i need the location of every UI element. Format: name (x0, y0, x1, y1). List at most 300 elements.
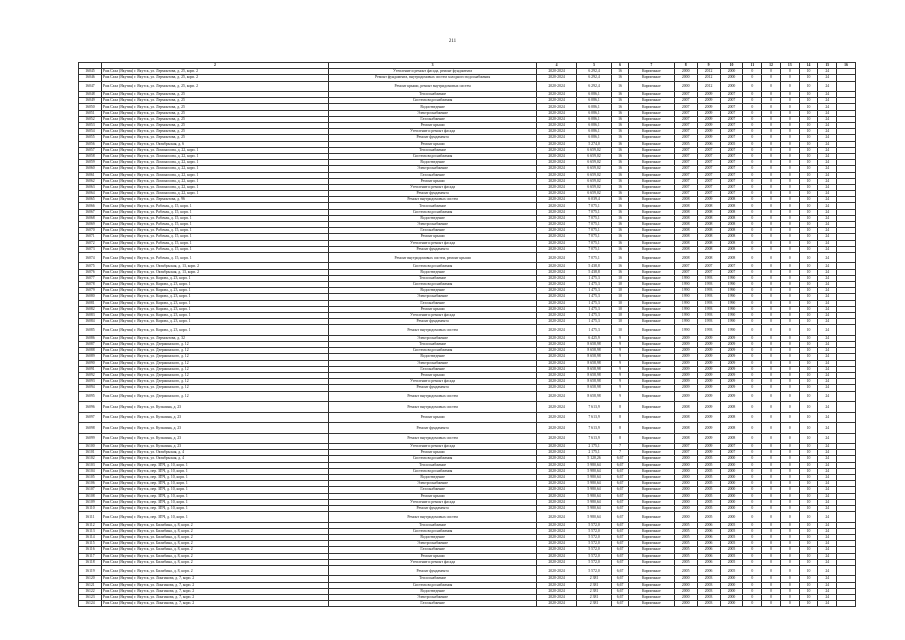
col-13-cell: 0 (780, 153, 799, 159)
col-12-cell: 0 (762, 294, 781, 300)
col-14-cell: 10 (799, 576, 818, 582)
col-6-cell: 6,67 (612, 462, 629, 468)
period-cell: 2020-2024 (537, 522, 577, 528)
col-13-cell: 0 (780, 366, 799, 372)
period-cell: 2020-2024 (537, 215, 577, 221)
work-type-cell: Система водоснабжения (328, 456, 536, 462)
year-1-cell: 2000 (674, 588, 697, 594)
col-6-cell: 16 (612, 191, 629, 197)
material-cell: Кирпичные (628, 153, 674, 159)
col-12-cell: 0 (762, 234, 781, 240)
cost-cell: 5 120,26 (576, 456, 611, 462)
col-11-cell: 0 (743, 269, 762, 275)
year-1-cell: 2008 (674, 215, 697, 221)
material-cell: Кирпичные (628, 75, 674, 81)
col-6-cell: 9 (612, 335, 629, 341)
cost-cell: 1 475,3 (576, 319, 611, 325)
row-number: 16114 (79, 534, 102, 540)
col-6-cell: 6,67 (612, 594, 629, 600)
col-16-cell (837, 325, 856, 336)
period-cell: 2020-2024 (537, 104, 577, 110)
cost-cell: 7 075,1 (576, 228, 611, 234)
period-cell: 2020-2024 (537, 184, 577, 190)
work-type-cell: Утепление и ремонт фасада (328, 444, 536, 450)
col-15-cell: 24 (818, 379, 837, 385)
cost-cell: 6 086,1 (576, 110, 611, 116)
year-1-cell: 2007 (674, 123, 697, 129)
col-6-cell: 9 (612, 391, 629, 402)
material-cell: Кирпичные (628, 69, 674, 75)
address-cell: Раж Саха (Якутия) г. Якутск, ул. Рабочая, д. 15, корп. 1 (101, 215, 328, 221)
col-13-cell: 0 (780, 493, 799, 499)
year-2-cell: 2006 (697, 522, 720, 528)
col-15-cell: 24 (818, 92, 837, 98)
col-13-cell: 0 (780, 110, 799, 116)
year-1-cell: 1990 (674, 312, 697, 318)
col-11-cell: 0 (743, 203, 762, 209)
row-number: 16095 (79, 391, 102, 402)
header-cell: 16 (837, 63, 856, 69)
col-11-cell: 0 (743, 325, 762, 336)
address-cell: Раж Саха (Якутия) г. Якутск, ул. Лермонтова, д. 25, корп. 2 (101, 81, 328, 92)
col-11-cell: 0 (743, 147, 762, 153)
header-cell: 2 (101, 63, 328, 69)
row-number: 16056 (79, 141, 102, 147)
year-2-cell: 2009 (697, 402, 720, 413)
col-11-cell: 0 (743, 433, 762, 444)
period-cell: 2020-2024 (537, 294, 577, 300)
year-1-cell: 1990 (674, 300, 697, 306)
period-cell: 2020-2024 (537, 282, 577, 288)
col-15-cell: 24 (818, 234, 837, 240)
work-type-cell: Ремонт внутридомовых систем (328, 512, 536, 523)
year-3-cell: 2007 (720, 104, 743, 110)
address-cell: Раж Саха (Якутия) г. Якутск, ул. Кирова, д. 23, корп. 1 (101, 282, 328, 288)
period-cell: 2020-2024 (537, 319, 577, 325)
year-2-cell: 2006 (697, 141, 720, 147)
col-12-cell: 0 (762, 92, 781, 98)
work-type-cell: Ремонт крыши (328, 493, 536, 499)
col-15-cell: 24 (818, 288, 837, 294)
col-14-cell: 10 (799, 528, 818, 534)
col-6-cell: 10 (612, 300, 629, 306)
period-cell: 2020-2024 (537, 325, 577, 336)
col-13-cell: 0 (780, 379, 799, 385)
col-6-cell: 9 (612, 366, 629, 372)
col-6-cell: 6,67 (612, 512, 629, 523)
year-1-cell: 2007 (674, 450, 697, 456)
col-15-cell: 24 (818, 153, 837, 159)
year-3-cell: 2007 (720, 129, 743, 135)
address-cell: Раж Саха (Якутия) г. Якутск, ул. Октябрьская, д. 13, корп. 2 (101, 263, 328, 269)
col-14-cell: 10 (799, 348, 818, 354)
material-cell: Кирпичные (628, 312, 674, 318)
period-cell: 2020-2024 (537, 512, 577, 523)
material-cell: Кирпичные (628, 444, 674, 450)
year-3-cell: 2000 (720, 505, 743, 511)
col-15-cell: 24 (818, 319, 837, 325)
year-1-cell: 2000 (674, 487, 697, 493)
col-14-cell: 10 (799, 487, 818, 493)
year-2-cell: 2003 (697, 576, 720, 582)
material-cell: Кирпичные (628, 184, 674, 190)
col-14-cell: 10 (799, 197, 818, 203)
col-15-cell: 24 (818, 294, 837, 300)
col-12-cell: 0 (762, 203, 781, 209)
year-1-cell: 2000 (674, 81, 697, 92)
col-13-cell: 0 (780, 306, 799, 312)
work-type-cell: Ремонт крыши (328, 306, 536, 312)
col-13-cell: 0 (780, 559, 799, 565)
row-number: 16104 (79, 468, 102, 474)
col-14-cell: 10 (799, 228, 818, 234)
col-6-cell: 6,67 (612, 481, 629, 487)
year-3-cell: 2007 (720, 135, 743, 141)
period-cell: 2020-2024 (537, 481, 577, 487)
row-number: 16106 (79, 481, 102, 487)
row-number: 16092 (79, 372, 102, 378)
header-cell: 14 (799, 63, 818, 69)
col-6-cell: 16 (612, 252, 629, 263)
col-15-cell: 24 (818, 141, 837, 147)
material-cell: Кирпичные (628, 553, 674, 559)
period-cell: 2020-2024 (537, 576, 577, 582)
cost-cell: 1 475,3 (576, 325, 611, 336)
row-number: 16053 (79, 123, 102, 129)
period-cell: 2020-2024 (537, 246, 577, 252)
col-11-cell: 0 (743, 319, 762, 325)
row-number: 16045 (79, 69, 102, 75)
year-1-cell: 2005 (674, 522, 697, 528)
year-3-cell: 2000 (720, 474, 743, 480)
col-11-cell: 0 (743, 366, 762, 372)
year-3-cell: 2007 (720, 450, 743, 456)
material-cell: Кирпичные (628, 240, 674, 246)
work-type-cell: Ремонт внутридомовых систем (328, 402, 536, 413)
row-number: 16124 (79, 601, 102, 607)
col-15-cell: 24 (818, 576, 837, 582)
col-15-cell: 24 (818, 98, 837, 104)
row-number: 16088 (79, 348, 102, 354)
col-13-cell: 0 (780, 474, 799, 480)
col-6-cell: 6,67 (612, 601, 629, 607)
col-12-cell: 0 (762, 379, 781, 385)
material-cell: Кирпичные (628, 559, 674, 565)
col-14-cell: 10 (799, 433, 818, 444)
col-14-cell: 10 (799, 588, 818, 594)
col-12-cell: 0 (762, 306, 781, 312)
col-6-cell: 6,67 (612, 468, 629, 474)
col-12-cell: 0 (762, 312, 781, 318)
row-number: 16117 (79, 553, 102, 559)
address-cell: Раж Саха (Якутия) г. Якутск, ул. Лонгинова, д. 7, корп. 2 (101, 588, 328, 594)
col-13-cell: 0 (780, 282, 799, 288)
col-12-cell: 0 (762, 147, 781, 153)
year-1-cell: 2000 (674, 576, 697, 582)
material-cell: Кирпичные (628, 433, 674, 444)
address-cell: Раж Саха (Якутия) г. Якутск, ул. Дзержинского, д. 12 (101, 379, 328, 385)
year-2-cell: 2007 (697, 191, 720, 197)
period-cell: 2020-2024 (537, 69, 577, 75)
col-11-cell: 0 (743, 335, 762, 341)
col-13-cell: 0 (780, 402, 799, 413)
year-2-cell: 2009 (697, 342, 720, 348)
year-3-cell: 2000 (720, 594, 743, 600)
col-11-cell: 0 (743, 565, 762, 576)
col-13-cell: 0 (780, 522, 799, 528)
col-15-cell: 24 (818, 481, 837, 487)
col-11-cell: 0 (743, 372, 762, 378)
row-number: 16073 (79, 246, 102, 252)
year-1-cell: 2008 (674, 246, 697, 252)
col-13-cell: 0 (780, 166, 799, 172)
work-type-cell: Система водоснабжения (328, 98, 536, 104)
year-3-cell: 1990 (720, 288, 743, 294)
table-row (79, 402, 856, 413)
material-cell: Кирпичные (628, 319, 674, 325)
row-number: 16060 (79, 166, 102, 172)
material-cell: Кирпичные (628, 209, 674, 215)
col-14-cell: 10 (799, 450, 818, 456)
col-11-cell: 0 (743, 240, 762, 246)
year-2-cell: 2009 (697, 98, 720, 104)
period-cell: 2020-2024 (537, 423, 577, 434)
col-14-cell: 10 (799, 354, 818, 360)
work-type-cell: Система водоснабжения (328, 582, 536, 588)
col-14-cell: 10 (799, 444, 818, 450)
work-type-cell: Ремонт внутридомовых систем (328, 325, 536, 336)
col-12-cell: 0 (762, 468, 781, 474)
row-number: 16046 (79, 75, 102, 81)
work-type-cell: Водоотведение (328, 534, 536, 540)
col-6-cell: 8 (612, 433, 629, 444)
year-3-cell: 2007 (720, 166, 743, 172)
col-13-cell: 0 (780, 433, 799, 444)
year-2-cell: 2006 (697, 534, 720, 540)
cost-cell: 5 572,0 (576, 553, 611, 559)
work-type-cell: Ремонт крыши (328, 141, 536, 147)
material-cell: Кирпичные (628, 335, 674, 341)
col-14-cell: 10 (799, 306, 818, 312)
year-2-cell: 1993 (697, 275, 720, 281)
col-14-cell: 10 (799, 462, 818, 468)
col-15-cell: 24 (818, 505, 837, 511)
row-number: 16089 (79, 354, 102, 360)
material-cell: Кирпичные (628, 423, 674, 434)
work-type-cell: Ремонт внутридомовых систем, ремонт крыши (328, 252, 536, 263)
year-3-cell: 2008 (720, 228, 743, 234)
col-11-cell: 0 (743, 576, 762, 582)
col-14-cell: 10 (799, 234, 818, 240)
year-1-cell: 1990 (674, 319, 697, 325)
col-12-cell: 0 (762, 246, 781, 252)
col-14-cell: 10 (799, 601, 818, 607)
col-6-cell: 7 (612, 450, 629, 456)
table-row (79, 325, 856, 336)
col-12-cell: 0 (762, 275, 781, 281)
col-14-cell: 10 (799, 246, 818, 252)
col-6-cell: 16 (612, 147, 629, 153)
material-cell: Кирпичные (628, 222, 674, 228)
year-3-cell: 2008 (720, 402, 743, 413)
work-type-cell: Электроснабжение (328, 594, 536, 600)
year-3-cell: 1990 (720, 325, 743, 336)
work-type-cell: Утепление и ремонт фасада, ремонт фундамента (328, 69, 536, 75)
col-13-cell: 0 (780, 288, 799, 294)
col-12-cell: 0 (762, 282, 781, 288)
year-1-cell: 2000 (674, 75, 697, 81)
year-3-cell: 2007 (720, 263, 743, 269)
period-cell: 2020-2024 (537, 160, 577, 166)
col-14-cell: 10 (799, 474, 818, 480)
col-15-cell: 24 (818, 360, 837, 366)
col-14-cell: 10 (799, 172, 818, 178)
address-cell: Раж Саха (Якутия) г. Якутск, пер. ЗПЧ, д. 10, корп. 1 (101, 493, 328, 499)
year-1-cell: 2008 (674, 433, 697, 444)
col-14-cell: 10 (799, 505, 818, 511)
col-14-cell: 10 (799, 300, 818, 306)
col-6-cell: 16 (612, 263, 629, 269)
material-cell: Кирпичные (628, 306, 674, 312)
year-3-cell: 2005 (720, 553, 743, 559)
col-15-cell: 24 (818, 104, 837, 110)
col-11-cell: 0 (743, 222, 762, 228)
col-15-cell: 24 (818, 402, 837, 413)
address-cell: Раж Саха (Якутия) г. Якутск, ул. Кирова, д. 23, корп. 1 (101, 325, 328, 336)
cost-cell: 6 659,02 (576, 191, 611, 197)
year-2-cell: 2009 (697, 197, 720, 203)
col-12-cell: 0 (762, 481, 781, 487)
col-14-cell: 10 (799, 319, 818, 325)
year-2-cell: 2009 (697, 110, 720, 116)
cost-cell: 8 658,98 (576, 366, 611, 372)
col-14-cell: 10 (799, 203, 818, 209)
material-cell: Кирпичные (628, 402, 674, 413)
col-11-cell: 0 (743, 69, 762, 75)
col-13-cell: 0 (780, 191, 799, 197)
work-type-cell: Ремонт внутридомовых систем (328, 391, 536, 402)
col-12-cell: 0 (762, 444, 781, 450)
table-row (79, 433, 856, 444)
col-13-cell: 0 (780, 252, 799, 263)
col-11-cell: 0 (743, 178, 762, 184)
period-cell: 2020-2024 (537, 123, 577, 129)
col-14-cell: 10 (799, 294, 818, 300)
row-number: 16057 (79, 147, 102, 153)
row-number: 16078 (79, 282, 102, 288)
col-14-cell: 10 (799, 215, 818, 221)
year-1-cell: 2009 (674, 385, 697, 391)
year-3-cell: 2007 (720, 110, 743, 116)
col-15-cell: 24 (818, 354, 837, 360)
col-14-cell: 10 (799, 481, 818, 487)
header-cell: 10 (720, 63, 743, 69)
col-6-cell: 6,67 (612, 534, 629, 540)
col-12-cell: 0 (762, 565, 781, 576)
col-11-cell: 0 (743, 300, 762, 306)
address-cell: Раж Саха (Якутия) г. Якутск, ул. Ломоносова, д. 22, корп. 1 (101, 191, 328, 197)
col-11-cell: 0 (743, 104, 762, 110)
col-13-cell: 0 (780, 412, 799, 423)
col-15-cell: 24 (818, 601, 837, 607)
col-16-cell (837, 433, 856, 444)
col-11-cell: 0 (743, 129, 762, 135)
year-2-cell: 1993 (697, 319, 720, 325)
col-13-cell: 0 (780, 294, 799, 300)
year-2-cell: 1993 (697, 312, 720, 318)
year-3-cell: 1990 (720, 312, 743, 318)
col-13-cell: 0 (780, 565, 799, 576)
period-cell: 2020-2024 (537, 601, 577, 607)
col-13-cell: 0 (780, 534, 799, 540)
col-13-cell: 0 (780, 269, 799, 275)
year-2-cell: 2006 (697, 559, 720, 565)
col-13-cell: 0 (780, 342, 799, 348)
col-11-cell: 0 (743, 228, 762, 234)
col-11-cell: 0 (743, 81, 762, 92)
col-13-cell: 0 (780, 184, 799, 190)
year-3-cell: 2007 (720, 269, 743, 275)
period-cell: 2020-2024 (537, 505, 577, 511)
address-cell: Раж Саха (Якутия) г. Якутск, ул. Лермонтова, д. 25 (101, 123, 328, 129)
table-row (79, 423, 856, 434)
col-12-cell: 0 (762, 462, 781, 468)
col-6-cell: 16 (612, 75, 629, 81)
period-cell: 2020-2024 (537, 191, 577, 197)
col-14-cell: 10 (799, 129, 818, 135)
col-12-cell: 0 (762, 391, 781, 402)
table-row (79, 512, 856, 523)
col-13-cell: 0 (780, 372, 799, 378)
year-3-cell: 2009 (720, 342, 743, 348)
year-1-cell: 2007 (674, 92, 697, 98)
row-number: 16121 (79, 582, 102, 588)
year-2-cell: 2009 (697, 116, 720, 122)
year-2-cell: 2006 (697, 547, 720, 553)
year-2-cell: 2005 (697, 487, 720, 493)
cost-cell: 7 613,9 (576, 412, 611, 423)
col-12-cell: 0 (762, 172, 781, 178)
col-11-cell: 0 (743, 594, 762, 600)
col-6-cell: 7 (612, 444, 629, 450)
col-15-cell: 24 (818, 172, 837, 178)
cost-cell: 6 086,1 (576, 123, 611, 129)
year-1-cell: 2007 (674, 135, 697, 141)
col-6-cell: 9 (612, 348, 629, 354)
cost-cell: 2 175,1 (576, 444, 611, 450)
col-12-cell: 0 (762, 522, 781, 528)
col-13-cell: 0 (780, 553, 799, 559)
cost-cell: 5 572,0 (576, 541, 611, 547)
col-16-cell (837, 412, 856, 423)
row-number: 16059 (79, 160, 102, 166)
year-1-cell: 1990 (674, 282, 697, 288)
material-cell: Кирпичные (628, 234, 674, 240)
col-15-cell: 24 (818, 184, 837, 190)
col-16-cell (837, 402, 856, 413)
year-2-cell: 2006 (697, 565, 720, 576)
col-11-cell: 0 (743, 141, 762, 147)
year-3-cell: 2009 (720, 391, 743, 402)
col-15-cell: 24 (818, 541, 837, 547)
row-number: 16055 (79, 135, 102, 141)
year-1-cell: 2007 (674, 147, 697, 153)
row-number: 16061 (79, 172, 102, 178)
row-number: 16120 (79, 576, 102, 582)
col-6-cell: 10 (612, 325, 629, 336)
col-11-cell: 0 (743, 354, 762, 360)
col-15-cell: 24 (818, 499, 837, 505)
